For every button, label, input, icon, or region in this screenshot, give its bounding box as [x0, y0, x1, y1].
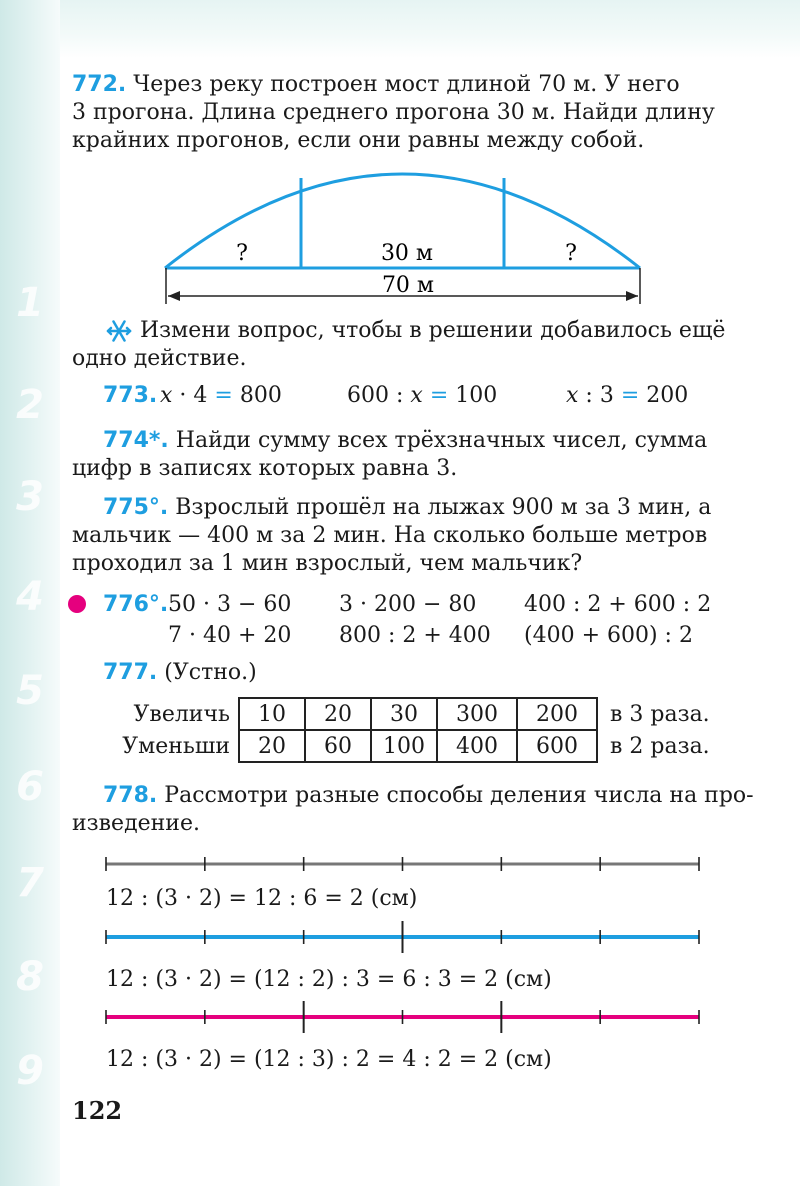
side-number: 2	[16, 382, 44, 428]
dimension-arrow-left	[168, 291, 180, 301]
total-length-label: 70 м	[381, 273, 435, 298]
span-middle-label: 30 м	[380, 241, 434, 266]
side-number: 3	[16, 474, 44, 520]
snowflake-icon	[108, 322, 130, 341]
side-number: 6	[16, 764, 44, 810]
side-number: 9	[16, 1048, 44, 1094]
task-775-line3: проходил за 1 мин взрослый, чем мальчик?	[72, 551, 583, 576]
expression: 800 : 2 + 400	[339, 623, 491, 648]
expression: 400 : 2 + 600 : 2	[524, 592, 712, 617]
equation-1: x · 4 = 800	[160, 383, 282, 408]
span-left-label: ?	[236, 241, 248, 266]
task-772-line3: крайних прогонов, если они равны между собой.	[72, 128, 645, 153]
side-number: 8	[16, 954, 44, 1000]
task-777-header: 777. (Устно.)	[103, 660, 257, 685]
side-number: 7	[16, 860, 44, 906]
equation-3: x : 3 = 200	[566, 383, 689, 408]
side-number: 4	[16, 574, 44, 620]
task-number: 772.	[72, 72, 127, 97]
task-772-line1: 772. Через реку построен мост длиной 70 м. У него	[72, 72, 680, 97]
formula-2: 12 : (3 · 2) = (12 : 2) : 3 = 6 : 3 = 2 (см)	[106, 967, 552, 992]
task-776-number: 776°.	[103, 592, 169, 617]
task-773-number: 773.	[103, 383, 158, 408]
extra-question-line1: Измени вопрос, чтобы в решении добавилось ещё	[140, 318, 726, 343]
marker-dot	[68, 595, 86, 613]
table-row: Уменьши 20 60 100 400 600 в 2 раза.	[112, 730, 710, 762]
task-778-line1: 778. Рассмотри разные способы деления числа на про-	[103, 783, 754, 808]
page-number: 122	[72, 1096, 123, 1125]
task-778-line2: изведение.	[72, 811, 200, 836]
span-right-label: ?	[565, 241, 577, 266]
task-772-line2: 3 прогона. Длина среднего прогона 30 м. Найди длину	[72, 100, 715, 125]
side-number: 1	[16, 280, 44, 326]
task-774-line2: цифр в записях которых равна 3.	[72, 456, 458, 481]
formula-1: 12 : (3 · 2) = 12 : 6 = 2 (см)	[106, 886, 418, 911]
expression: 3 · 200 − 80	[339, 592, 477, 617]
equation-2: 600 : x = 100	[347, 383, 498, 408]
expression: 7 · 40 + 20	[168, 623, 292, 648]
expression: (400 + 600) : 2	[524, 623, 693, 648]
formula-3: 12 : (3 · 2) = (12 : 3) : 2 = 4 : 2 = 2 (см)	[106, 1047, 552, 1072]
task-774-line1: 774*. Найди сумму всех трёхзначных чисел, сумма	[103, 428, 708, 453]
task-775-line1: 775°. Взрослый прошёл на лыжах 900 м за 3 мин, а	[103, 495, 712, 520]
extra-question-line2: одно действие.	[72, 346, 247, 371]
side-number: 5	[16, 668, 44, 714]
task-775-line2: мальчик — 400 м за 2 мин. На сколько больше метров	[72, 523, 708, 548]
table-row: Увеличь 10 20 30 300 200 в 3 раза.	[112, 698, 710, 730]
dimension-arrow-right	[626, 291, 638, 301]
expression: 50 · 3 − 60	[168, 592, 292, 617]
task-777-table	[112, 697, 710, 763]
